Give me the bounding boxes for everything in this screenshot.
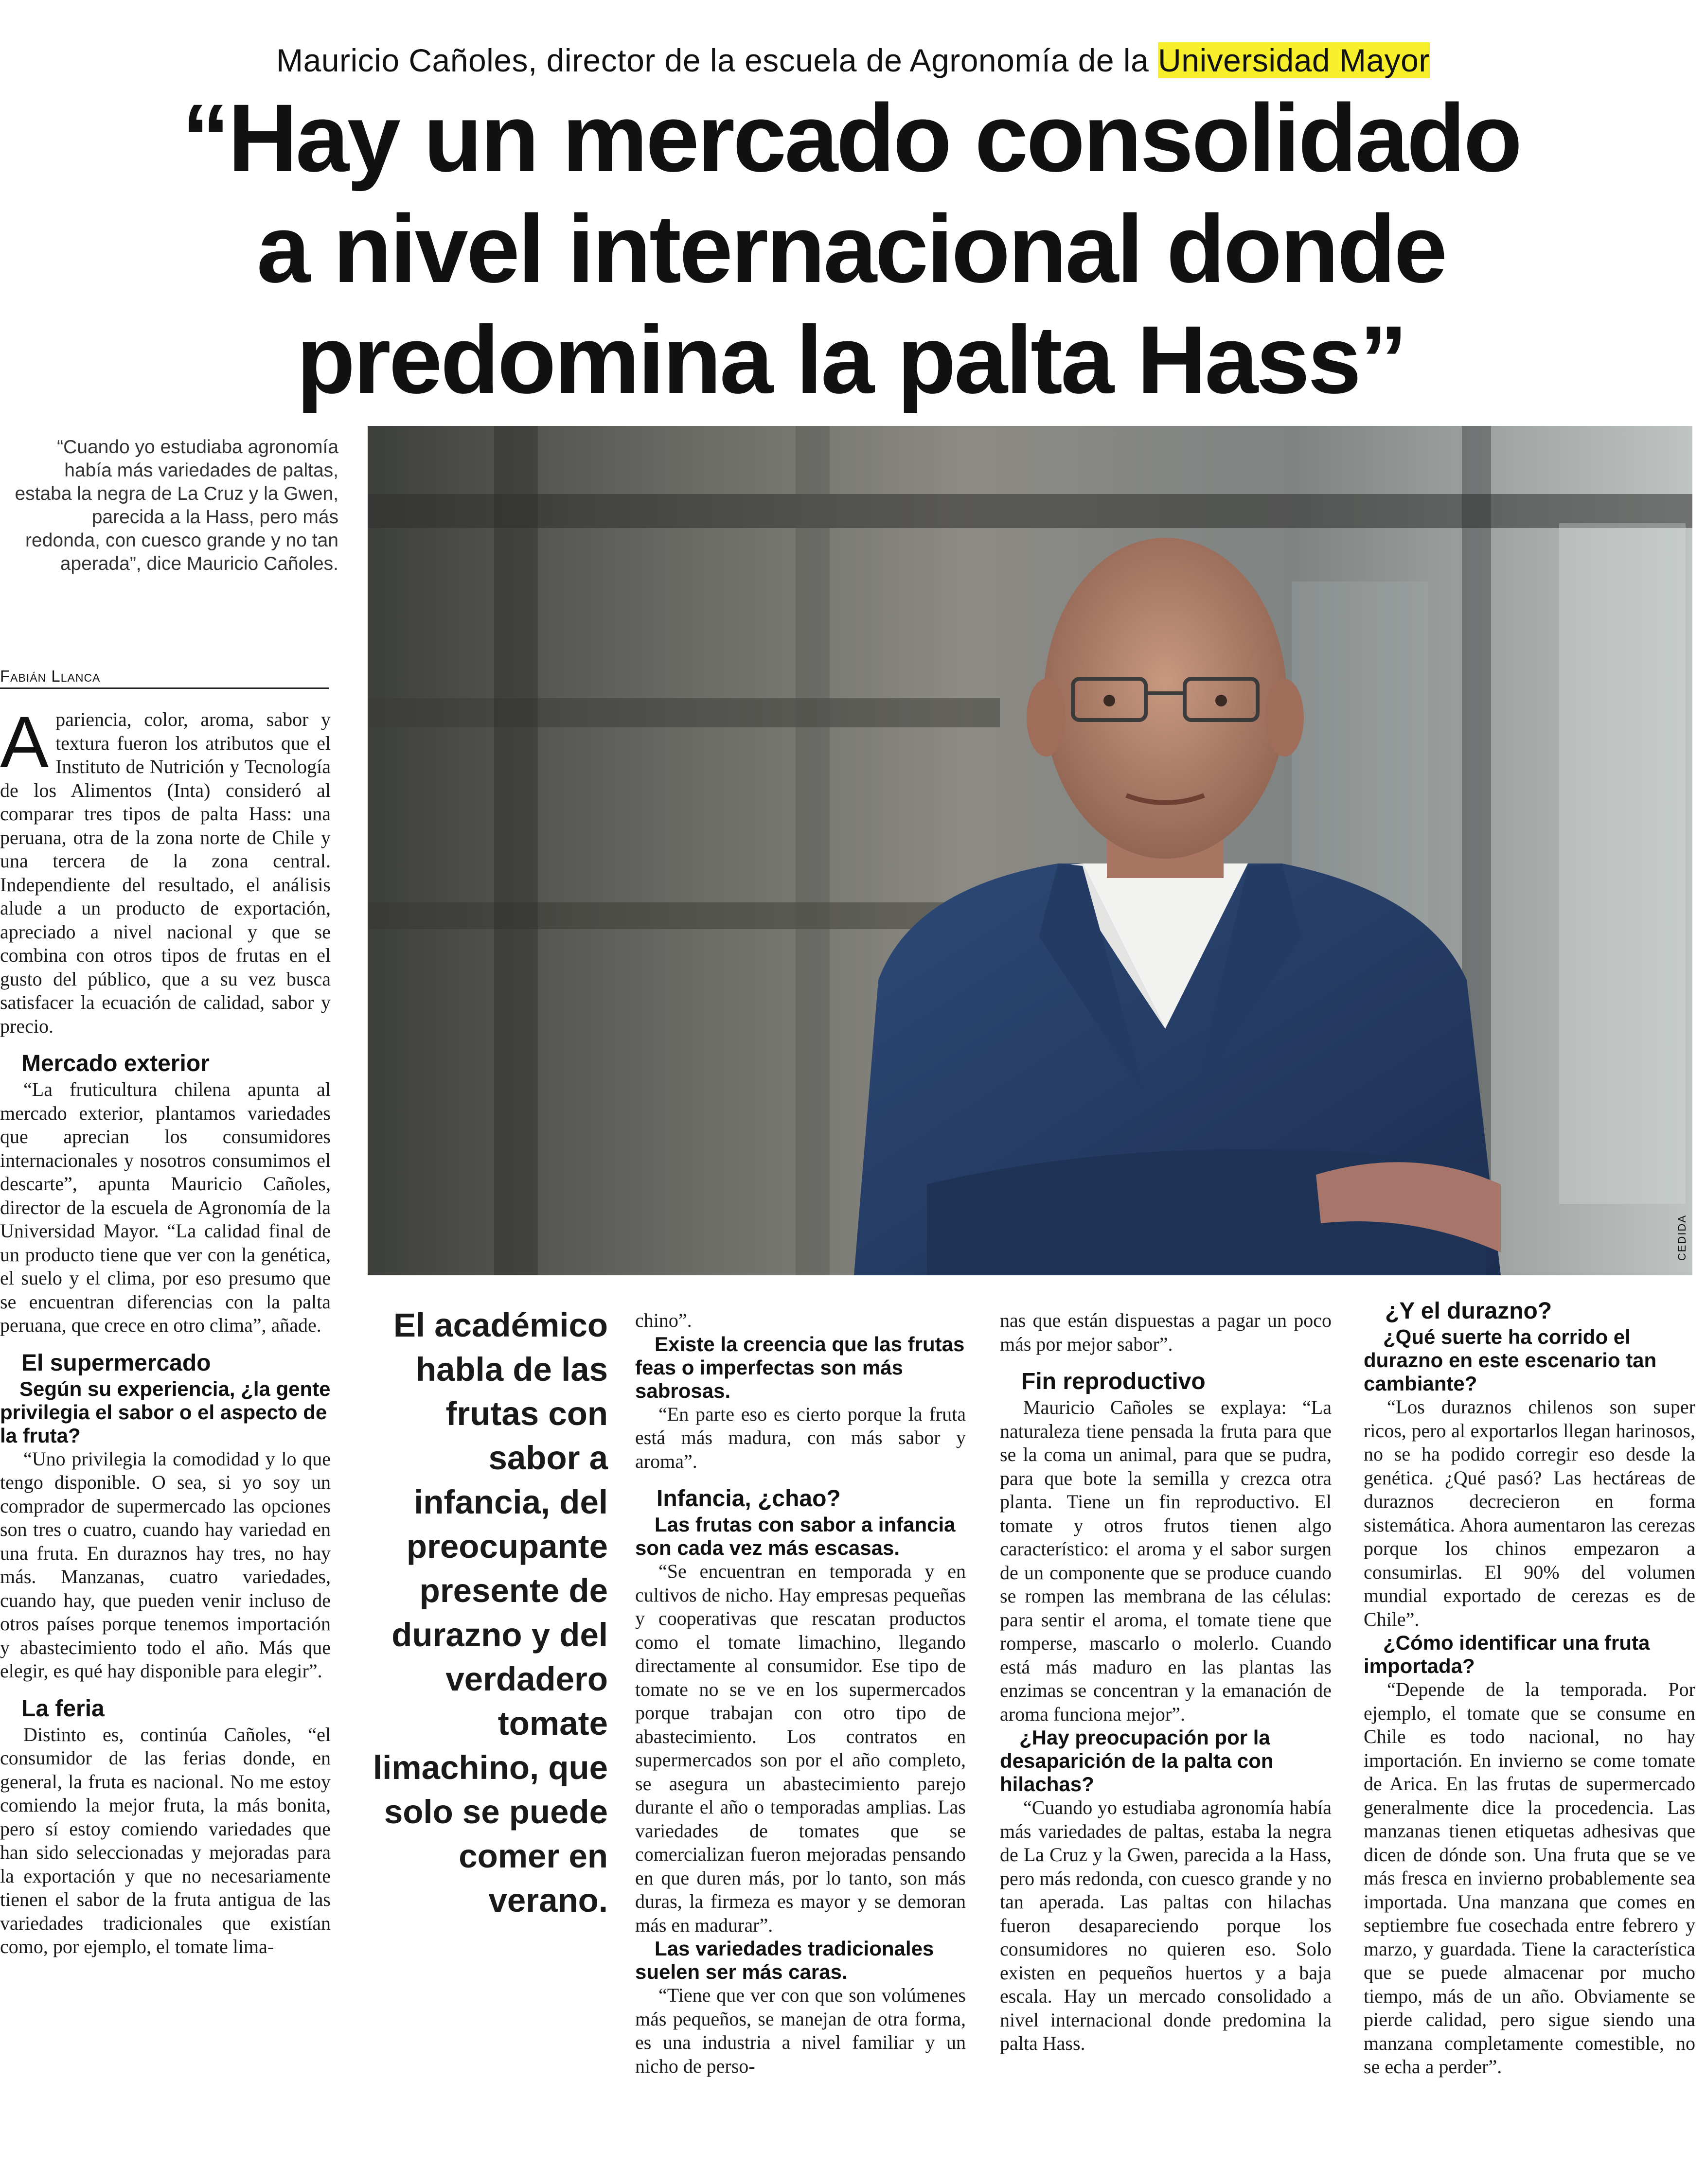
paragraph-mercado-exterior: “La fruticultura chilena apunta al mercado exterior, plantamos variedades que aprecian los consumidores internacionales y nosotros consumimos el descarte”, apunta Mauricio Cañoles, director de la escuela de Agronomía de la Universidad Mayor. “La calidad final de un producto tiene que ver con la genética, el suelo y el clima, por eso presumo que se encuentran diferencias con la palta peruana, que crece en otro clima”, añade. (0, 1078, 331, 1336)
subhead-feria: La feria (21, 1695, 105, 1722)
article-column-4 (1364, 1298, 1695, 2079)
paragraph-durazno: “Los duraznos chilenos son super ricos, pero al exportarlos llegan harinosos, no se ha podido corregir eso desde la genética. ¿Qué pasó? Las hectáreas de duraznos decrecieron en forma sistemática. Ahora aumentaron las cerezas porque los chinos empezaron a consumirlas. El 90% del volumen mundial exportado de cerezas es de Chile”. (1364, 1396, 1695, 1630)
question-creencia: Existe la creencia que las frutas feas o imperfectas son más sabrosas. (635, 1332, 965, 1402)
paragraph-continuation: chino”. (635, 1309, 692, 1331)
intro-paragraph (0, 701, 331, 1038)
question-variedades: Las variedades tradicionales suelen ser más caras. (635, 1937, 934, 1983)
headline-line-2: a nivel internacional donde (256, 195, 1446, 302)
article-column-3 (1000, 1309, 1332, 2056)
photo-credit: CEDIDA (1676, 1214, 1688, 1261)
paragraph-feria: Distinto es, continúa Cañoles, “el consumidor de las ferias donde, en general, la fruta es nacional. No me estoy comiendo la mejor fruta, la más bonita, pero sí estoy comiendo variedades que han sido seleccionadas y mejoradas para la exportación y que no necesariamente tienen el sabor de la fruta antigua de las variedades tradicionales que existían como, por ejemplo, el tomate lima- (0, 1723, 331, 1957)
paragraph-continuation-2: nas que están dispuestas a pagar un poco más por mejor sabor”. (1000, 1309, 1332, 1355)
article-kicker (0, 42, 1706, 79)
paragraph-creencia: “En parte eso es cierto porque la fruta está más madura, con más sabor y aroma”. (635, 1403, 966, 1472)
paragraph-infancia: “Se encuentran en temporada y en cultivos de nicho. Hay empresas pequeñas y cooperativas que rescatan productos como el tomate limachino, llegando directamente al consumidor. Ese tipo de tomate no se ve en los supermercados porque trabajan con otro tipo de abastecimiento. Los contratos en supermercados son por el año completo, se asegura un abastecimiento parejo durante el año o temporadas amplias. Las variedades de tomates que se comercializan fueron mejoradas pensando en que duren más, por lo tanto, son más duras, la firmeza es mayor y se demoran más en madurar”. (635, 1560, 966, 1936)
paragraph-supermercado: “Uno privilegia la comodidad y lo que tengo disponible. O sea, si yo soy un comprador de supermercado las opciones son tres o cuatro, cuando hay variedad en una fruta. En duraznos hay tres, no hay más. Manzanas, cuatro variedades, cuando hay, que pueden venir incluso de otros países porque tenemos importación y abastecimiento todo el año. Más que elegir, es qué hay disponible para elegir”. (0, 1447, 331, 1682)
article-column-1 (0, 701, 331, 1959)
paragraph-hilachas: “Cuando yo estudiaba agronomía había más variedades de paltas, estaba la negra de La Cruz y la Gwen, parecida a la Hass, pero más redonda, con cuesco grande y no tan aperada. Las paltas con hilachas fueron desapareciendo porque los consumidores no quieren eso. Solo existen en pequeños huertos y a baja escala. Hay un mercado consolidado a nivel internacional donde predomina la palta Hass. (1000, 1797, 1332, 2054)
article-column-2 (635, 1309, 966, 2078)
question-hilachas: ¿Hay preocupación por la desaparición de la palta con hilachas? (1000, 1726, 1274, 1796)
paragraph-fin-reproductivo: Mauricio Cañoles se explaya: “La naturaleza tiene pensada la fruta para que se la coma un animal, para que se pudra, para que bote la semilla y crezca otra planta. Tiene un fin reproductivo. El tomate y otros frutos tienen algo característico: el aroma y el sabor surgen de un componente que se produce cuando se rompen las membrana de las células: para sentir el aroma, el tomate tiene que romperse, mascarlo o molerlo. Cuando está más maduro en las plantas las enzimas se concentran y la emanación de aroma funciona mejor”. (1000, 1396, 1332, 1725)
subhead-durazno: ¿Y el durazno? (1385, 1298, 1552, 1324)
question-importada: ¿Cómo identificar una fruta importada? (1364, 1631, 1650, 1677)
kicker-text: Mauricio Cañoles, director de la escuela de Agronomía de la (276, 42, 1158, 78)
paragraph-importada: “Depende de la temporada. Por ejemplo, el tomate que se consume en Chile es todo nacional, no hay importación. En invierno se come tomate de Arica. En las frutas de supermercado generalmente dice la procedencia. Las manzanas tienen etiquetas adhesivas que dicen de dónde son. Una fruta que se ve más fresca en invierno probablemente sea importada. Una manzana que comes en septiembre fue cosechada entre febrero y marzo, y guardada. Tiene la característica que se puede almacenar por mucho tiempo, más de un año. Obviamente se pierde calidad, pero sigue siendo una manzana completamente comestible, no se echa a perder”. (1364, 1678, 1695, 2078)
headline-line-3: predomina la palta Hass” (296, 306, 1406, 413)
question-durazno: ¿Qué suerte ha corrido el durazno en este escenario tan cambiante? (1364, 1325, 1657, 1395)
question-supermercado: Según su experiencia, ¿la gente privilegia el sabor o el aspecto de la fruta? (0, 1377, 331, 1447)
portrait-illustration (368, 426, 1692, 1275)
subhead-supermercado: El supermercado (21, 1350, 211, 1376)
headline-line-1: “Hay un mercado consolidado (181, 84, 1521, 192)
byline: Fabián Llanca (0, 667, 329, 689)
subhead-fin-reproductivo: Fin reproductivo (1021, 1369, 1206, 1394)
subhead-infancia: Infancia, ¿chao? (657, 1486, 841, 1512)
portrait-photo (368, 426, 1692, 1275)
intro-text: pariencia, color, aroma, sabor y textura fueron los atributos que el Instituto de Nutrición y Tecnología de los Alimentos (Inta) consideró al comparar tres tipos de palta Hass: una peruana, otra de la zona norte de Chile y una tercera de la zona central. Independiente del resultado, el análisis alude a un producto de exportación, apreciado a nivel nacional y que se combina con otros tipos de frutas en el gusto del público, que a su vez busca satisfacer la ecuación de calidad, sabor y precio. (0, 708, 331, 1037)
subhead-mercado-exterior: Mercado exterior (21, 1051, 210, 1076)
drop-cap: A (0, 701, 49, 783)
photo-caption: “Cuando yo estudiaba agronomía había más variedades de paltas, estaba la negra de La Cruz y la Gwen, parecida a la Hass, pero más redonda, con cuesco grande y no tan aperada”, dice Mauricio Cañoles. (15, 437, 338, 574)
pull-quote: El académico habla de las frutas con sabor a infancia, del preocupante presente de durazno y del verdadero tomate limachino, que solo se puede comer en verano. (373, 1306, 608, 1919)
article-headline (146, 83, 1556, 415)
paragraph-variedades: “Tiene que ver con que son volúmenes más pequeños, se manejan de otra forma, es una industria a nivel familiar y un nicho de perso- (635, 1984, 966, 2077)
kicker-highlight: Universidad Mayor (1158, 42, 1430, 78)
question-infancia: Las frutas con sabor a infancia son cada vez más escasas. (635, 1513, 956, 1559)
